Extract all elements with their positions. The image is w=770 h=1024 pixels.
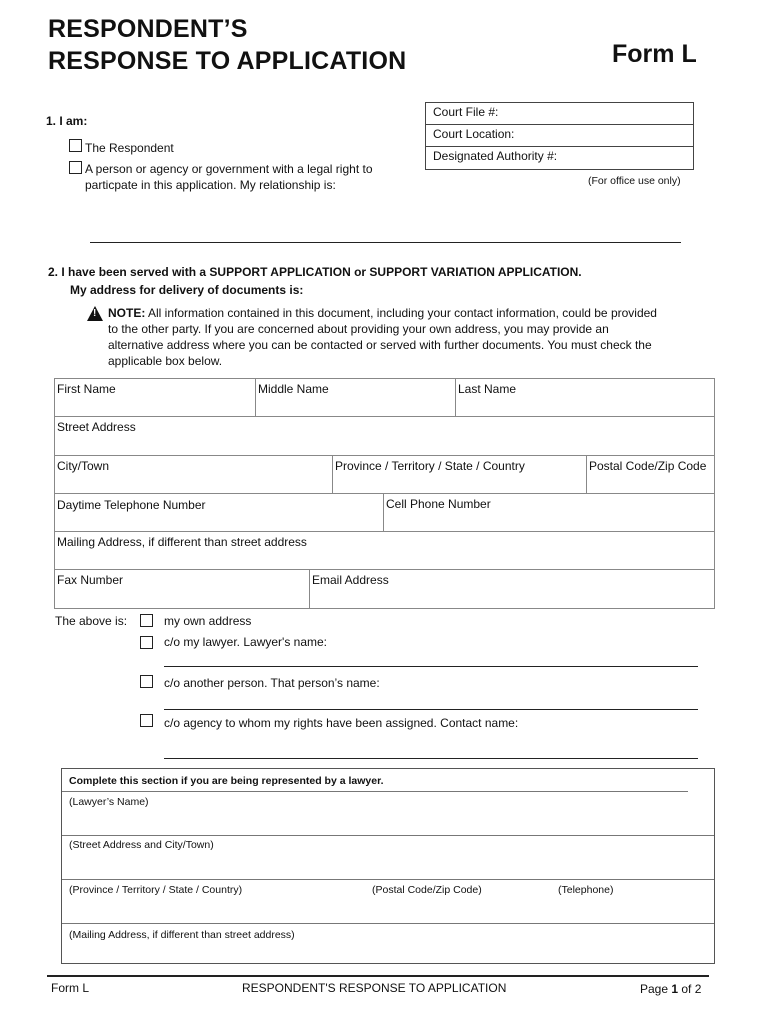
page-suffix: of 2 — [678, 982, 702, 996]
lawyer-postal-label: (Postal Code/Zip Code) — [372, 884, 482, 896]
lawyer-province-row[interactable] — [62, 880, 714, 924]
other-party-checkbox[interactable] — [69, 161, 82, 179]
other-party-label-line2: particpate in this application. My relationship is: — [85, 178, 336, 192]
lawyer-section — [61, 768, 715, 964]
warning-icon: ! — [87, 305, 103, 323]
province-field[interactable]: Province / Territory / State / Country — [332, 455, 587, 494]
middle-name-field[interactable]: Middle Name — [255, 378, 456, 417]
first-name-field[interactable]: First Name — [54, 378, 256, 417]
section1-label: 1. I am: — [46, 114, 88, 128]
form-title-line2: RESPONSE TO APPLICATION — [48, 47, 407, 75]
note-line2: to the other party. If you are concerned about providing your own address, you may provide an — [108, 322, 609, 336]
lawyer-mailing-label: (Mailing Address, if different than street address) — [69, 929, 295, 941]
designated-authority-field[interactable]: Designated Authority #: — [433, 149, 558, 163]
lawyer-name-line[interactable] — [164, 666, 698, 667]
lawyer-province-label: (Province / Territory / State / Country) — [69, 884, 243, 896]
email-field[interactable]: Email Address — [309, 569, 715, 609]
page-number — [640, 982, 701, 997]
relationship-line[interactable] — [90, 242, 681, 243]
note-text1: All information contained in this document, including your contact information, could be provided — [145, 306, 657, 320]
above-is-label: The above is: — [55, 614, 128, 628]
form-id: Form L — [612, 40, 697, 68]
page-prefix: Page — [640, 982, 672, 996]
agency-checkbox[interactable] — [140, 714, 153, 732]
lawyer-street-row[interactable] — [62, 836, 714, 880]
footer-divider — [47, 975, 709, 977]
footer-title: RESPONDENT'S RESPONSE TO APPLICATION — [242, 981, 507, 995]
last-name-field[interactable]: Last Name — [455, 378, 715, 417]
lawyer-mailing-row[interactable] — [62, 924, 714, 964]
lawyer-name-row[interactable] — [62, 791, 714, 836]
section2-subheading: My address for delivery of documents is: — [70, 283, 304, 297]
own-address-label: my own address — [164, 614, 252, 628]
mailing-address-field[interactable]: Mailing Address, if different than street address — [54, 531, 715, 570]
page-current: 1 — [671, 982, 679, 996]
postal-code-field[interactable]: Postal Code/Zip Code — [586, 455, 715, 494]
note-line4: applicable box below. — [108, 354, 223, 368]
footer-form-id: Form L — [51, 981, 90, 995]
other-person-checkbox[interactable] — [140, 675, 153, 693]
fax-field[interactable]: Fax Number — [54, 569, 310, 609]
agency-label: c/o agency to whom my rights have been assigned. Contact name: — [164, 716, 519, 730]
respondent-option-label: The Respondent — [85, 141, 174, 155]
lawyer-telephone-label: (Telephone) — [558, 884, 614, 896]
office-use-note: (For office use only) — [588, 175, 681, 187]
other-person-label: c/o another person. That person’s name: — [164, 676, 380, 690]
own-address-checkbox[interactable] — [140, 614, 153, 632]
office-use-box — [425, 102, 694, 170]
lawyer-name-label: (Lawyer’s Name) — [69, 796, 149, 808]
lawyer-street-label: (Street Address and City/Town) — [69, 839, 214, 851]
note-line3: alternative address where you can be contacted or served with further documents. You must check the — [108, 338, 652, 352]
agency-contact-line[interactable] — [164, 758, 698, 759]
section2-heading: 2. I have been served with a SUPPORT APPLICATION or SUPPORT VARIATION APPLICATION. — [48, 265, 582, 279]
lawyer-address-label: c/o my lawyer. Lawyer's name: — [164, 635, 328, 649]
note-label: NOTE: — [108, 306, 146, 320]
other-person-name-line[interactable] — [164, 709, 698, 710]
other-party-label-line1: A person or agency or government with a legal right to — [85, 162, 373, 176]
lawyer-section-heading: Complete this section if you are being represented by a lawyer. — [69, 775, 384, 787]
city-field[interactable]: City/Town — [54, 455, 333, 494]
court-location-field[interactable]: Court Location: — [426, 125, 693, 147]
form-title-line1: RESPONDENT’S — [48, 15, 248, 43]
court-file-field[interactable]: Court File #: — [426, 103, 693, 125]
cell-phone-field[interactable]: Cell Phone Number — [383, 493, 715, 532]
daytime-phone-field[interactable]: Daytime Telephone Number — [54, 493, 384, 532]
lawyer-address-checkbox[interactable] — [140, 636, 153, 654]
respondent-checkbox[interactable] — [69, 139, 82, 157]
street-address-field[interactable]: Street Address — [54, 416, 715, 456]
note-line1 — [108, 306, 657, 321]
